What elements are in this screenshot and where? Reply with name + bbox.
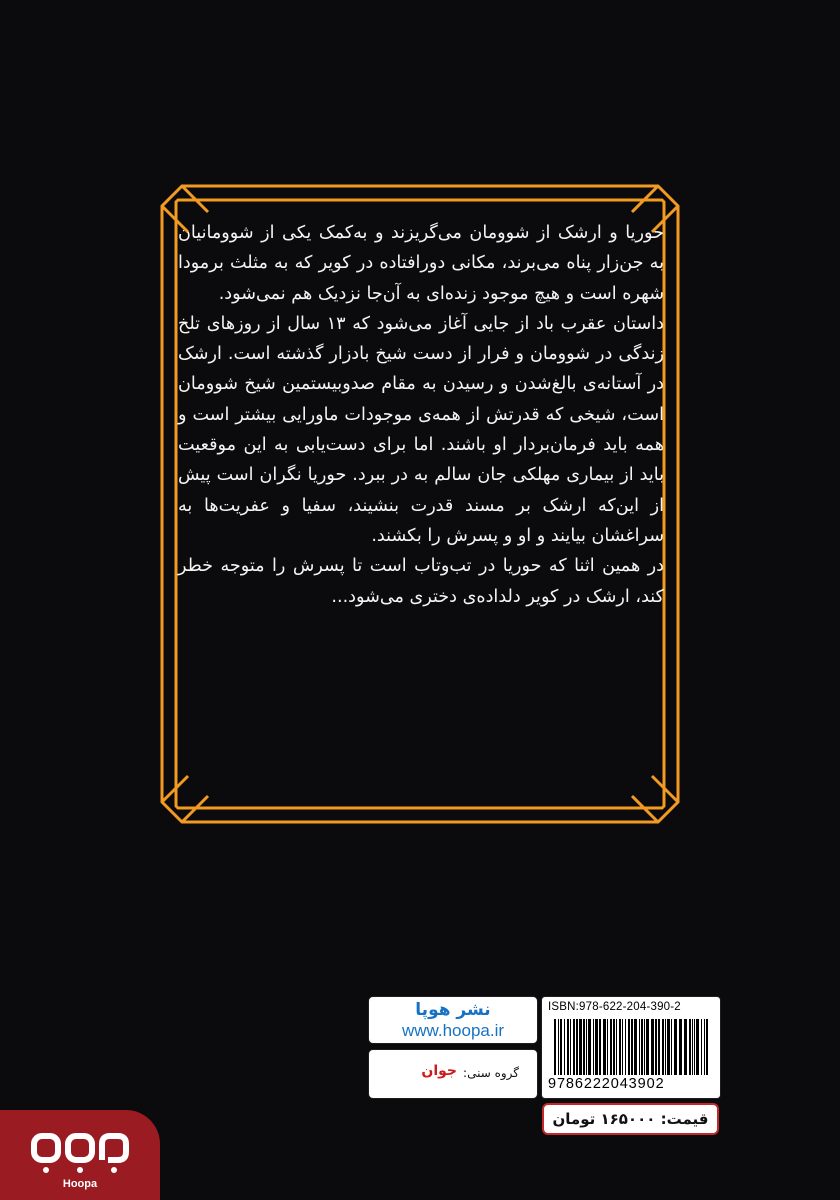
barcode-bar [631,1019,633,1075]
barcode-bars [554,1019,708,1075]
barcode-bar [610,1019,612,1075]
blurb-paragraph-2: داستان عقرب باد از جایی آغاز می‌شود که ۱۳ سال از روزهای تلخ زندگی در شوومان و فرار از دست شیخ بادزار گذشته است. ارشک در آستانه‌ی بالغ‌شدن و رسیدن به مقام صدوبیستمین شیخ شوومان است، شیخی که قدرتش از همه‌ی موجودات ماورایی بیشتر است و همه باید فرمان‌بردار او باشند. اما برای دست‌یابی به این موقعیت باید از بیماری مهلکی جان سالم به در ببرد. حوریا نگران است پیش از این‌که ارشک بر مسند قدرت بنشیند، سفیا و عفریت‌ها به سراغشان بیایند و او و پسرش را بکشند. [178,313,664,546]
barcode-bar [625,1019,626,1075]
hoopa-logo-mark-icon [30,1122,130,1178]
barcode-bar [554,1019,556,1075]
barcode-bar [576,1019,578,1075]
barcode-bar [579,1019,582,1075]
barcode-bar [560,1019,562,1075]
blurb-paragraph-3: در همین اثنا که حوریا در تب‌وتاب است تا پسرش را متوجه خطر کند، ارشک در کویر دلداده‌ی دختری می‌شود... [178,556,664,607]
barcode-bar [586,1019,587,1075]
age-group-value: جوان [421,1063,457,1079]
barcode-bar [603,1019,606,1075]
barcode-bar [684,1019,687,1075]
blurb-paragraph-1: حوریا و ارشک از شوومان می‌گریزند و به‌کمک یکی از شوومانیان به جن‌زار پناه می‌برند، مکانی دورافتاده در کویر که به مثلث برمودا شهره است و هیچ موجود زنده‌ای به آن‌جا نزدیک هم نمی‌شود. [178,223,664,304]
barcode-bar [662,1019,664,1075]
barcode-bar [665,1019,666,1075]
barcode-bar [558,1019,559,1075]
barcode-bar [634,1019,637,1075]
barcode-digits: 9786222043902 [548,1076,665,1092]
age-group-label: گروه سنی: [463,1066,519,1080]
barcode-bar [570,1019,571,1075]
barcode-bar [692,1019,693,1075]
barcode-bar [599,1019,601,1075]
barcode-bar [655,1019,657,1075]
barcode-bar [696,1019,699,1075]
barcode-bar [573,1019,575,1075]
barcode-bar [564,1019,565,1075]
publisher-name: نشر هوپا [415,1000,491,1020]
barcode-bar [619,1019,621,1075]
barcode-bar [701,1019,702,1075]
barcode-bar [607,1019,608,1075]
barcode-box [541,996,721,1099]
barcode-bar [651,1019,654,1075]
logo-text: Hoopa [62,1178,98,1190]
back-cover-blurb [178,218,664,612]
barcode-bar [658,1019,660,1075]
age-group-box [368,1049,538,1099]
barcode-bar [628,1019,630,1075]
barcode-bar [613,1019,615,1075]
barcode-bar [679,1019,682,1075]
barcode-bar [588,1019,591,1075]
publisher-box [368,996,538,1044]
barcode-bar [646,1019,649,1075]
barcode-bar [641,1019,643,1075]
barcode-bar [706,1019,708,1075]
price-box [542,1103,719,1135]
barcode-bar [595,1019,598,1075]
barcode-bar [667,1019,670,1075]
barcode-bar [567,1019,569,1075]
barcode-bar [616,1019,617,1075]
barcode-bar [671,1019,672,1075]
barcode-bar [674,1019,677,1075]
barcode-bar [644,1019,645,1075]
hoopa-logo [0,1110,160,1200]
barcode-bar [639,1019,640,1075]
barcode-bar [593,1019,594,1075]
publisher-url[interactable]: www.hoopa.ir [401,1021,505,1040]
barcode-bar [622,1019,623,1075]
price-text: قیمت: ۱۶۵۰۰۰ تومان [552,1110,709,1128]
isbn-label: ISBN:978-622-204-390-2 [548,1001,681,1013]
barcode-bar [583,1019,585,1075]
barcode-bar [704,1019,705,1075]
barcode-bar [689,1019,691,1075]
barcode-bar [694,1019,695,1075]
